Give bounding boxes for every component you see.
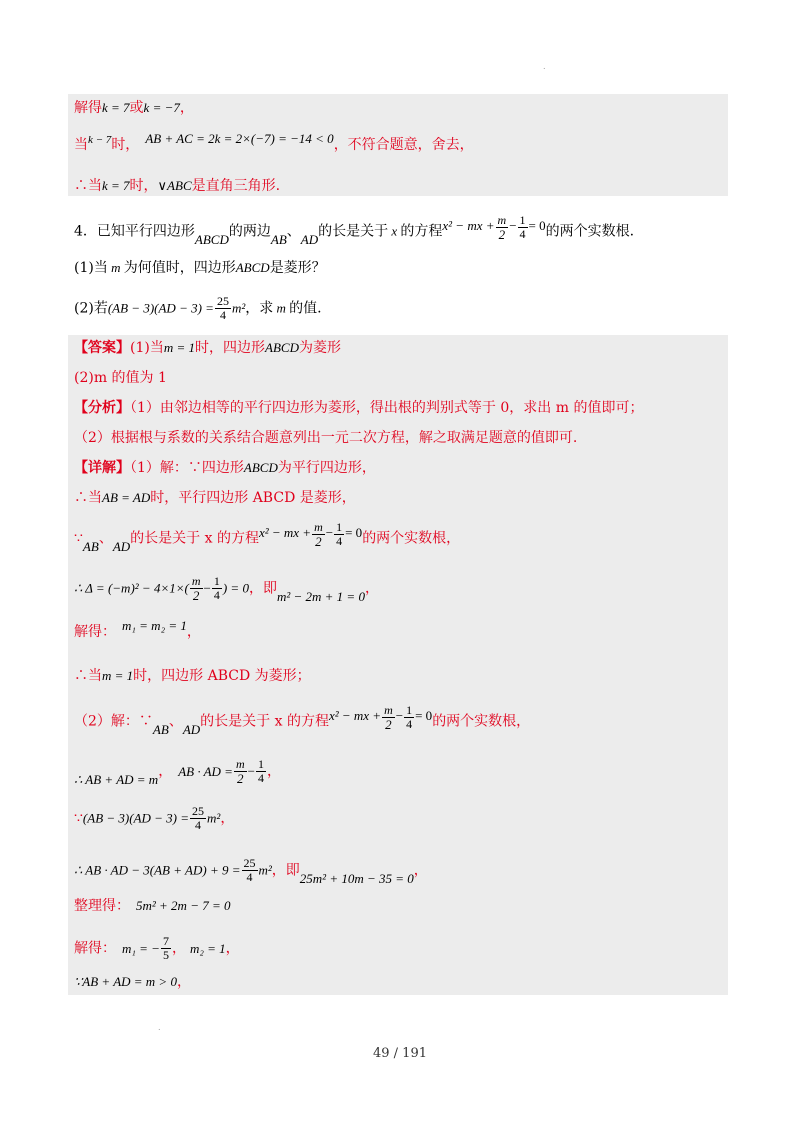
math: x [388, 223, 401, 239]
text: ， [220, 810, 235, 827]
header-dot: . [543, 62, 546, 71]
fraction: $\frac{1}{4}$ [336, 520, 343, 548]
question-2 [74, 295, 322, 322]
math: ABCD [243, 460, 278, 475]
math: − [395, 707, 404, 723]
text: 时， [129, 178, 158, 194]
math: ∴ Δ = (−m)² − 4×1×( [74, 580, 189, 596]
math: m² [207, 810, 221, 826]
math: = 0 [528, 217, 546, 233]
fraction: $\frac{1}{4}$ [406, 703, 413, 731]
math: (AB − 3)(AD − 3) = [82, 810, 190, 826]
analysis-line-1 [74, 398, 643, 418]
answer-line-1 [74, 338, 341, 358]
math: ABCD [194, 231, 229, 247]
math: ABCD [235, 260, 270, 275]
fraction: $\frac{25}{4}$ [216, 294, 229, 322]
text: 时，四边形 [195, 340, 266, 356]
step-7 [74, 758, 281, 785]
prev-line-3 [74, 176, 280, 196]
step-2 [74, 520, 461, 554]
math: ABCD [265, 340, 299, 355]
text: ， [171, 940, 186, 957]
text: 的两个实数根. [545, 223, 635, 240]
fraction: $\frac{25}{4}$ [192, 804, 205, 832]
math: k = 7 [102, 178, 130, 193]
math: m₂ = 1 [189, 940, 226, 956]
text: ∴当 [74, 178, 102, 194]
text: ，求 [245, 300, 274, 317]
text: ，不符合题意，舍去， [333, 137, 474, 153]
step-10 [74, 896, 231, 916]
prev-line-1 [74, 98, 194, 118]
text: ∴当 [74, 668, 102, 684]
math: AD [182, 721, 201, 737]
step-5 [74, 666, 311, 686]
text: ∵ [74, 810, 83, 827]
text: ， [158, 763, 173, 780]
text: (2)m 的值为 1 [74, 370, 167, 386]
math: m² [231, 300, 246, 316]
text: 的长是关于 [318, 223, 389, 240]
step-12 [74, 972, 191, 992]
step-11 [74, 935, 240, 962]
text: 、 [168, 713, 183, 730]
text: 的长是关于 x 的方程 [130, 530, 259, 547]
math: ∴ AB · AD − 3(AB + AD) + 9 = [74, 862, 241, 878]
text: ， [186, 624, 201, 640]
math: m = 1 [163, 340, 196, 355]
math: AB + AC = 2k = 2×(−7) = −14 < 0 [145, 131, 334, 146]
step-4 [74, 618, 201, 642]
text: ，即 [271, 862, 300, 879]
math: ) = 0 [222, 580, 249, 596]
math: m₁ = m₂ = 1 [122, 618, 187, 633]
text: 是直角三角形. [191, 178, 281, 194]
fraction: $\frac{7}{5}$ [162, 934, 169, 962]
math: m [107, 260, 124, 275]
step-1 [74, 488, 356, 508]
fraction: $\frac{m}{2}$ [497, 213, 507, 242]
text: （1）解：∵四边形 [130, 460, 244, 476]
text: (1)当 [130, 340, 164, 356]
text: 的两个实数根， [362, 530, 461, 547]
math: x² − mx + [442, 217, 495, 233]
answer-line-2 [74, 368, 167, 388]
text: 为菱形 [298, 340, 341, 356]
math: m² [258, 862, 272, 878]
text: 解得： [74, 940, 116, 957]
text: ， [364, 580, 379, 597]
math: m [273, 300, 290, 316]
math: k − 7 [88, 134, 112, 146]
math: m² − 2m + 1 = 0 [276, 588, 365, 604]
text: 时， [111, 137, 140, 153]
math: x² − mx + [328, 707, 382, 723]
step-8 [74, 805, 234, 832]
text: 是菱形？ [269, 260, 326, 276]
detail-tag: 【详解】 [74, 460, 130, 476]
math: AB [82, 538, 99, 554]
fraction: $\frac{1}{4}$ [519, 213, 526, 241]
text: 当 [74, 137, 88, 153]
text: (1)当 [74, 260, 108, 276]
text: 的长是关于 x 的方程 [200, 713, 329, 730]
text: ， [179, 100, 194, 116]
math: − [509, 217, 517, 233]
text: 或 [129, 100, 144, 116]
text: 解得 [74, 100, 102, 116]
fraction: $\frac{m}{2}$ [191, 574, 201, 603]
fraction: $\frac{m}{2}$ [314, 520, 323, 549]
text: 的两个实数根， [432, 713, 531, 730]
text: ∴当 [74, 490, 102, 506]
math: ∵AB + AD = m > 0 [74, 974, 177, 989]
math: AB [270, 231, 287, 247]
text: 、 [286, 223, 301, 240]
text: ， [266, 763, 281, 780]
step-3 [74, 575, 379, 602]
math: AB · AD = [178, 763, 233, 779]
math: k = 7 [102, 100, 130, 115]
math: AD [300, 231, 319, 247]
math: = 0 [345, 524, 363, 540]
question-1 [74, 258, 326, 278]
math: 25m² + 10m − 35 = 0 [299, 870, 414, 886]
math: 5m² + 2m − 7 = 0 [136, 898, 231, 913]
text: 时，四边形 ABCD 为菱形； [133, 668, 311, 684]
problem-statement [74, 213, 635, 247]
footer-dot: . [158, 1023, 161, 1032]
prev-line-2 [74, 131, 474, 156]
text: ，即 [248, 580, 277, 597]
text: 的方程 [400, 223, 443, 240]
text: 的两边 [228, 223, 271, 240]
math: − [203, 580, 211, 596]
analysis-line-2 [74, 428, 577, 448]
text: 的值. [289, 300, 322, 317]
math: − [325, 524, 334, 540]
fraction: $\frac{m}{2}$ [384, 703, 393, 732]
text: 为平行四边形， [277, 460, 376, 476]
text: 时，平行四边形 ABCD 是菱形， [150, 490, 356, 506]
text: （1）由邻边相等的平行四边形为菱形，得出根的判别式等于 0，求出 m 的值即可； [130, 400, 644, 416]
analysis-tag: 【分析】 [74, 400, 130, 416]
text: ， [176, 974, 191, 990]
fraction: $\frac{1}{4}$ [257, 757, 264, 785]
text: （2）解：∵ [74, 713, 153, 730]
step-9 [74, 857, 428, 884]
text: ， [413, 862, 428, 879]
text: 、 [98, 530, 113, 547]
math: x² − mx + [258, 524, 312, 540]
text: 解得： [74, 624, 116, 640]
fraction: $\frac{m}{2}$ [235, 757, 245, 786]
text: ∵ [74, 530, 83, 547]
text: （2）根据根与系数的关系结合题意列出一元二次方程，解之取满足题意的值即可. [74, 430, 578, 446]
math: = 0 [415, 707, 433, 723]
math: ∴ AB + AD = m [74, 771, 159, 787]
math: m₁ = − [122, 940, 160, 956]
fraction: $\frac{1}{4}$ [213, 574, 220, 602]
page-number: 49 / 191 [373, 1046, 427, 1061]
text: 为何值时，四边形 [123, 260, 236, 276]
text: 整理得： [74, 898, 130, 914]
answer-tag: 【答案】 [74, 340, 130, 356]
text: 4．已知平行四边形 [74, 223, 195, 240]
text: (2)若 [74, 300, 108, 317]
math: m = 1 [102, 668, 134, 683]
fraction: $\frac{25}{4}$ [243, 856, 256, 884]
math: k = −7 [143, 100, 180, 115]
step-6 [74, 703, 531, 737]
detail-line-1 [74, 458, 376, 478]
math: − [247, 763, 255, 779]
math: ∨ABC [157, 178, 192, 193]
math: AB [152, 721, 169, 737]
math: AD [112, 538, 131, 554]
text: ， [225, 940, 240, 957]
math: (AB − 3)(AD − 3) = [107, 300, 214, 316]
math: AB = AD [102, 490, 151, 505]
